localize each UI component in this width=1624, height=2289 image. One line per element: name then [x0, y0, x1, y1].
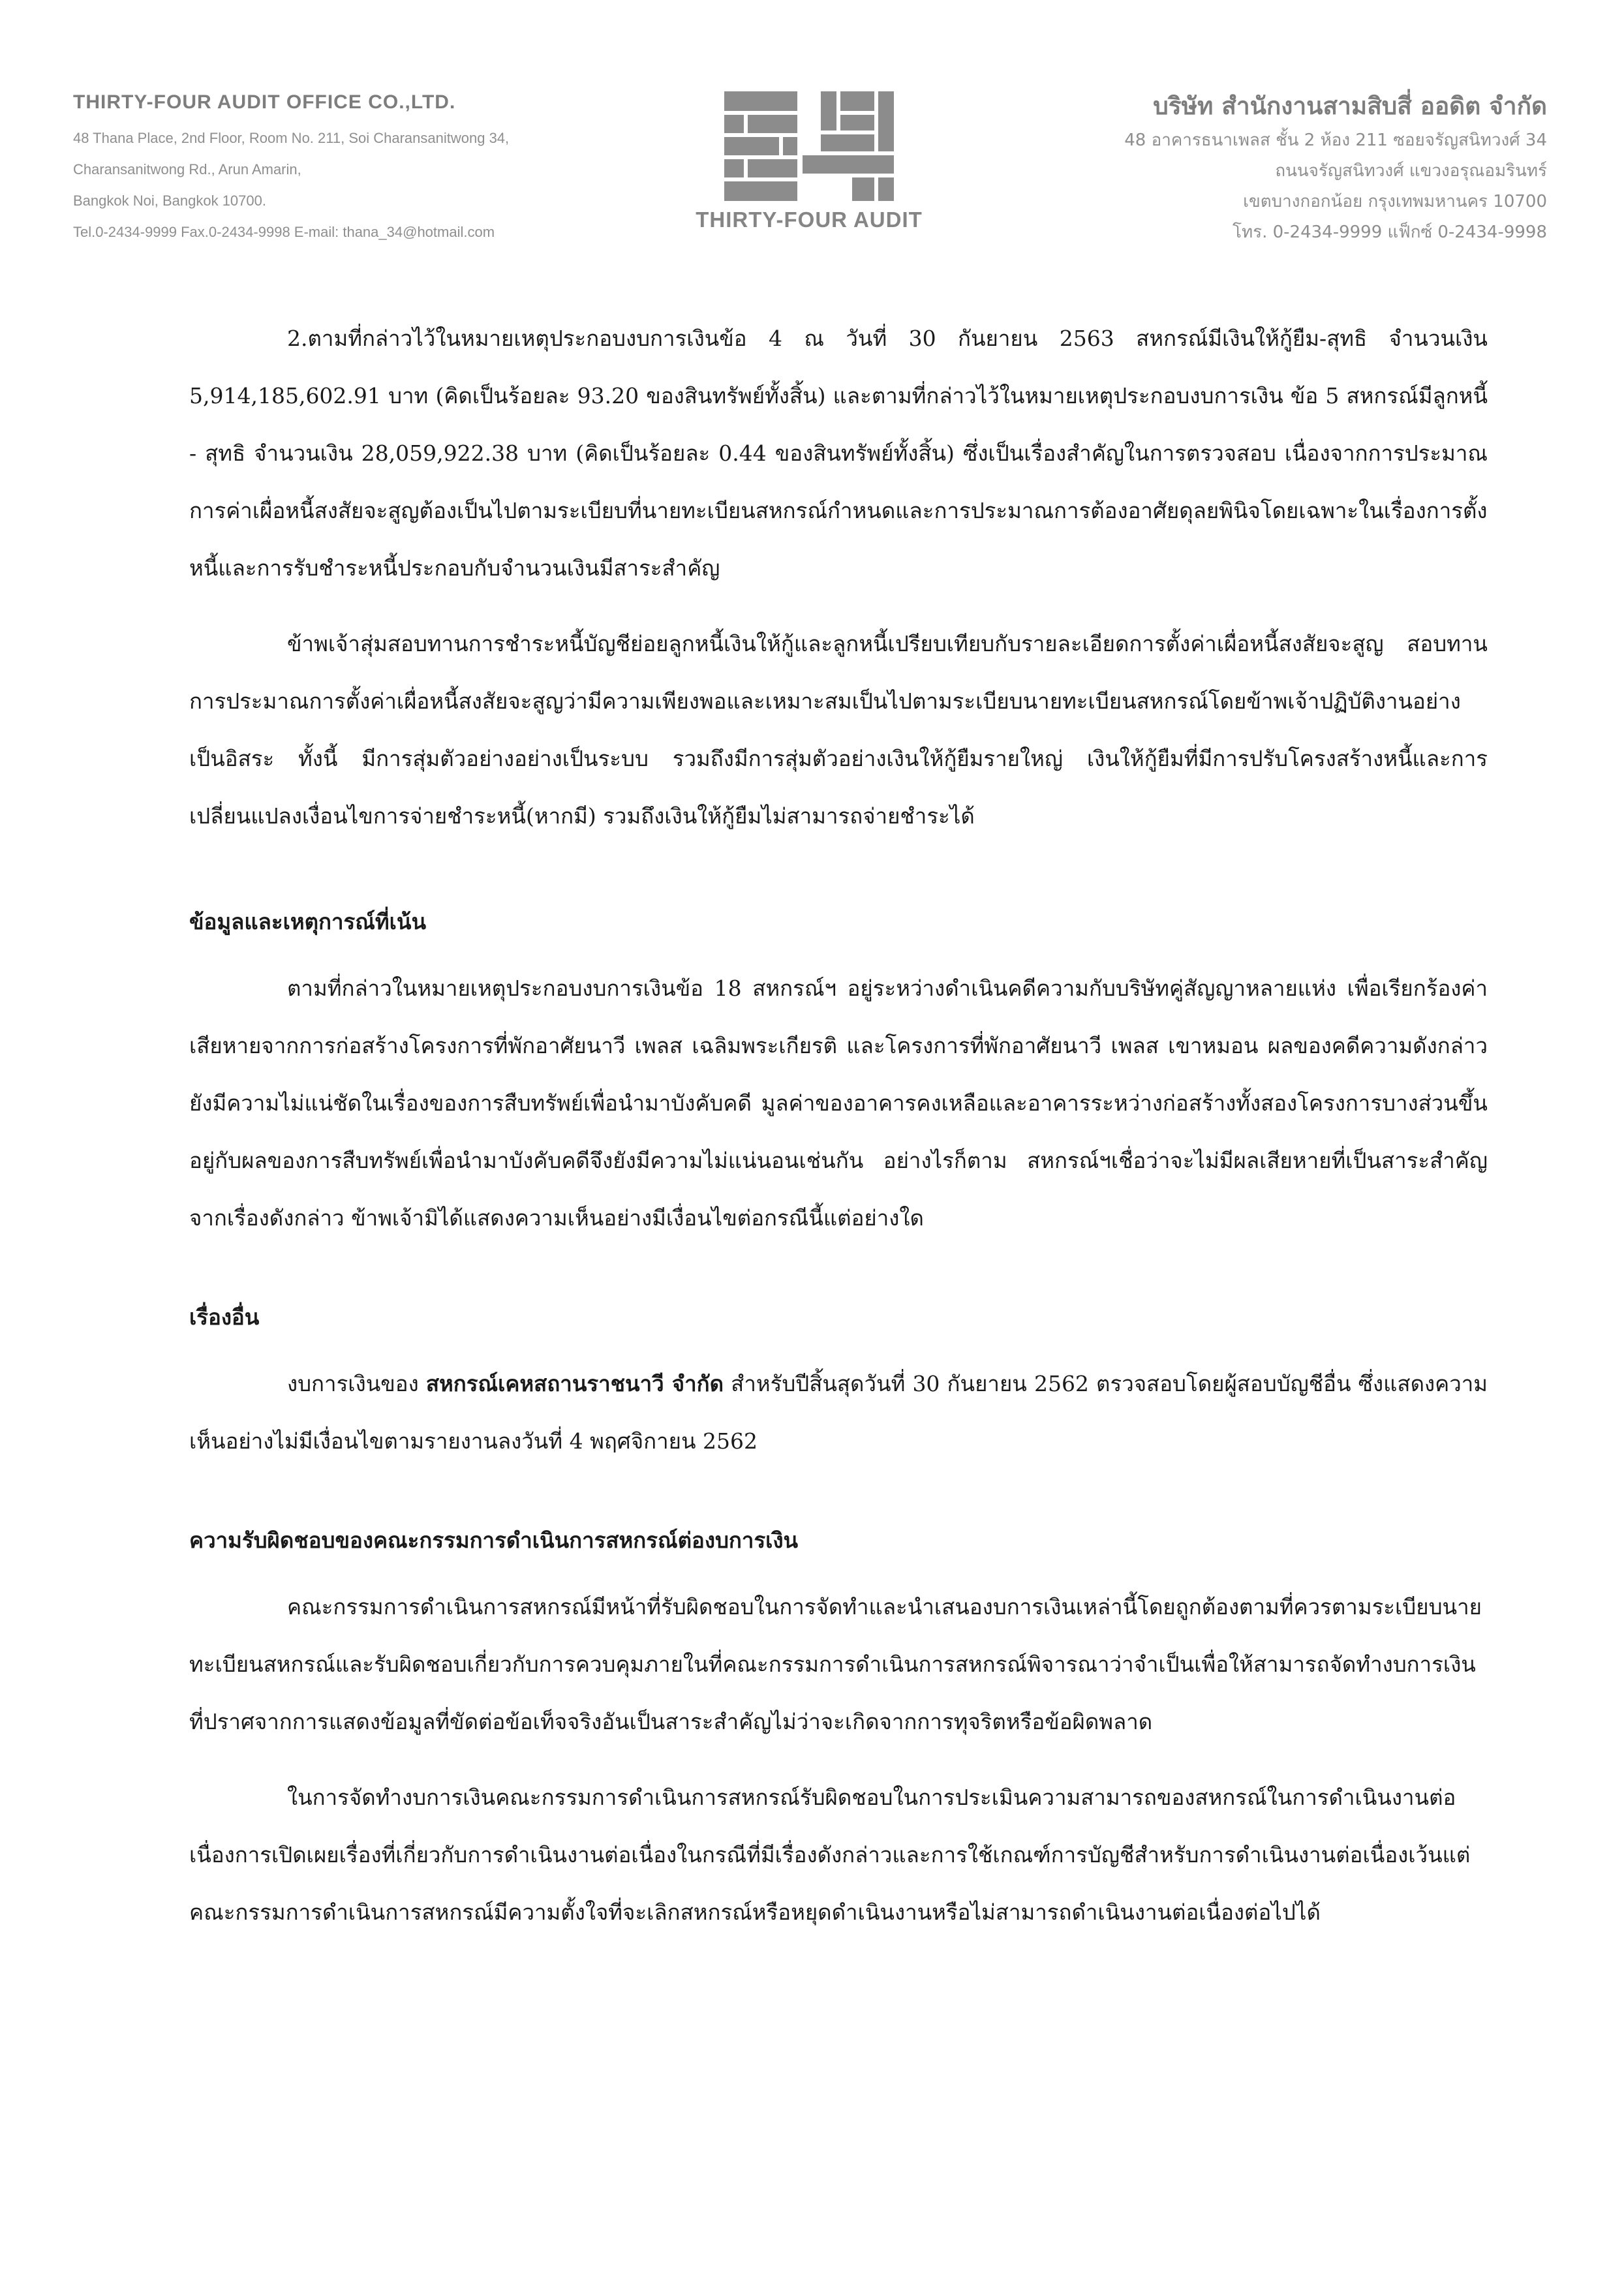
- thirty-four-logo-icon: [724, 91, 894, 202]
- contact-line-en: Tel.0-2434-9999 Fax.0-2434-9998 E-mail: thana_34@hotmail.com: [73, 224, 495, 240]
- address-line-1-th: 48 อาคารธนาเพลส ชั้น 2 ห้อง 211 ซอยจรัญสนิทวงศ์ 34: [1124, 131, 1547, 150]
- heading-board-responsibility: ความรับผิดชอบของคณะกรรมการดำเนินการสหกรณ์ต่องบการเงิน: [189, 1528, 799, 1553]
- heading-other-matter: เรื่องอื่น: [189, 1304, 260, 1330]
- address-line-3-th: เขตบางกอกน้อย กรุงเทพมหานคร 10700: [1243, 192, 1547, 211]
- address-line-1-en: 48 Thana Place, 2nd Floor, Room No. 211, Soi Charansanitwong 34,: [73, 130, 510, 146]
- other-matter-text-post: สำหรับปีสิ้นสุดวันที่ 30 กันยายน 2562 ตรวจสอบโดยผู้สอบบัญชีอื่น ซึ่งแสดงความเห็นอย่างไม่มีเงื่อนไขตามรายงานลงวันที่ 4 พฤศจิกายน 2562: [189, 1371, 1488, 1454]
- letterhead-english: [73, 91, 660, 248]
- report-body: [189, 310, 1488, 1959]
- cooperative-name: สหกรณ์เคหสถานราชนาวี จำกัด: [425, 1371, 724, 1396]
- paragraph-key-matter-2: 2.ตามที่กล่าวไว้ในหมายเหตุประกอบงบการเงินข้อ 4 ณ วันที่ 30 กันยายน 2563 สหกรณ์มีเงินให้กู้ยืม-สุทธิ จำนวนเงิน 5,914,185,602.91 บาท (คิดเป็นร้อยละ 93.20 ของสินทรัพย์ทั้งสิ้น) และตามที่กล่าวไว้ในหมายเหตุประกอบงบการเงิน ข้อ 5 สหกรณ์มีลูกหนี้ - สุทธิ จำนวนเงิน 28,059,922.38 บาท (คิดเป็นร้อยละ 0.44 ของสินทรัพย์ทั้งสิ้น) ซึ่งเป็นเรื่องสำคัญในการตรวจสอบ เนื่องจากการประมาณการค่าเผื่อหนี้สงสัยจะสูญต้องเป็นไปตามระเบียบที่นายทะเบียนสหกรณ์กำหนดและการประมาณการต้องอาศัยดุลยพินิจโดยเฉพาะในเรื่องการตั้งหนี้และการรับชำระหนี้ประกอบกับจำนวนเงินมีสาระสำคัญ: [189, 326, 1488, 581]
- company-name-thai: บริษัท สำนักงานสามสิบสี่ ออดิต จำกัด: [1153, 92, 1547, 120]
- address-line-3-en: Bangkok Noi, Bangkok 10700.: [73, 192, 266, 209]
- company-logo: [679, 91, 940, 232]
- paragraph-audit-procedures: ข้าพเจ้าสุ่มสอบทานการชำระหนี้บัญชีย่อยลูกหนี้เงินให้กู้และลูกหนี้เปรียบเทียบกับรายละเอียดการตั้งค่าเผื่อหนี้สงสัยจะสูญ สอบทานการประมาณการตั้งค่าเผื่อหนี้สงสัยจะสูญว่ามีความเพียงพอและเหมาะสมเป็นไปตามระเบียบนายทะเบียนสหกรณ์โดยข้าพเจ้าปฏิบัติงานอย่างเป็นอิสระ ทั้งนี้ มีการสุ่มตัวอย่างอย่างเป็นระบบ รวมถึงมีการสุ่มตัวอย่างเงินให้กู้ยืมรายใหญ่ เงินให้กู้ยืมที่มีการปรับโครงสร้างหนี้และการเปลี่ยนแปลงเงื่อนไขการจ่ายชำระหนี้(หากมี) รวมถึงเงินให้กู้ยืมไม่สามารถจ่ายชำระได้: [189, 631, 1488, 829]
- paragraph-other-matter: [189, 1355, 1488, 1470]
- company-name-english: THIRTY-FOUR AUDIT OFFICE CO.,LTD.: [73, 91, 456, 113]
- paragraph-board-responsibility-2: ในการจัดทำงบการเงินคณะกรรมการดำเนินการสหกรณ์รับผิดชอบในการประเมินความสามารถของสหกรณ์ในการดำเนินงานต่อเนื่องการเปิดเผยเรื่องที่เกี่ยวกับการดำเนินงานต่อเนื่องในกรณีที่มีเรื่องดังกล่าวและการใช้เกณฑ์การบัญชีสำหรับการดำเนินงานต่อเนื่องเว้นแต่คณะกรรมการดำเนินการสหกรณ์มีความตั้งใจที่จะเลิกสหกรณ์หรือหยุดดำเนินงานหรือไม่สามารถดำเนินงานต่อเนื่องต่อไปได้: [189, 1785, 1471, 1925]
- paragraph-emphasis-of-matter: ตามที่กล่าวในหมายเหตุประกอบงบการเงินข้อ 18 สหกรณ์ฯ อยู่ระหว่างดำเนินคดีความกับบริษัทคู่สัญญาหลายแห่ง เพื่อเรียกร้องค่าเสียหายจากการก่อสร้างโครงการที่พักอาศัยนาวี เพลส เฉลิมพระเกียรติ และโครงการที่พักอาศัยนาวี เพลส เขาหมอน ผลของคดีความดังกล่าวยังมีความไม่แน่ชัดในเรื่องของการสืบทรัพย์เพื่อนำมาบังคับคดี มูลค่าของอาคารคงเหลือและอาคารระหว่างก่อสร้างทั้งสองโครงการบางส่วนขึ้นอยู่กับผลของการสืบทรัพย์เพื่อนำมาบังคับคดีจึงยังมีความไม่แน่นอนเช่นกัน อย่างไรก็ตาม สหกรณ์ฯเชื่อว่าจะไม่มีผลเสียหายที่เป็นสาระสำคัญจากเรื่องดังกล่าว ข้าพเจ้ามิได้แสดงความเห็นอย่างมีเงื่อนไขต่อกรณีนี้แต่อย่างใด: [189, 976, 1488, 1231]
- address-line-2-en: Charansanitwong Rd., Arun Amarin,: [73, 161, 301, 177]
- letterhead-thai: [960, 91, 1547, 248]
- other-matter-text-pre: งบการเงินของ: [287, 1371, 426, 1396]
- heading-emphasis-of-matter: ข้อมูลและเหตุการณ์ที่เน้น: [189, 909, 427, 934]
- logo-caption: THIRTY-FOUR AUDIT: [696, 207, 923, 232]
- paragraph-board-responsibility-1: คณะกรรมการดำเนินการสหกรณ์มีหน้าที่รับผิดชอบในการจัดทำและนำเสนองบการเงินเหล่านี้โดยถูกต้องตามที่ควรตามระเบียบนายทะเบียนสหกรณ์และรับผิดชอบเกี่ยวกับการควบคุมภายในที่คณะกรรมการดำเนินการสหกรณ์พิจารณาว่าจำเป็นเพื่อให้สามารถจัดทำงบการเงินที่ปราศจากการแสดงข้อมูลที่ขัดต่อข้อเท็จจริงอันเป็นสาระสำคัญไม่ว่าจะเกิดจากการทุจริตหรือข้อผิดพลาด: [189, 1594, 1482, 1734]
- contact-line-th: โทร. 0-2434-9999 แฟ็กซ์ 0-2434-9998: [1233, 223, 1547, 242]
- letterhead: [0, 91, 1624, 254]
- address-line-2-th: ถนนจรัญสนิทวงศ์ แขวงอรุณอมรินทร์: [1275, 161, 1547, 181]
